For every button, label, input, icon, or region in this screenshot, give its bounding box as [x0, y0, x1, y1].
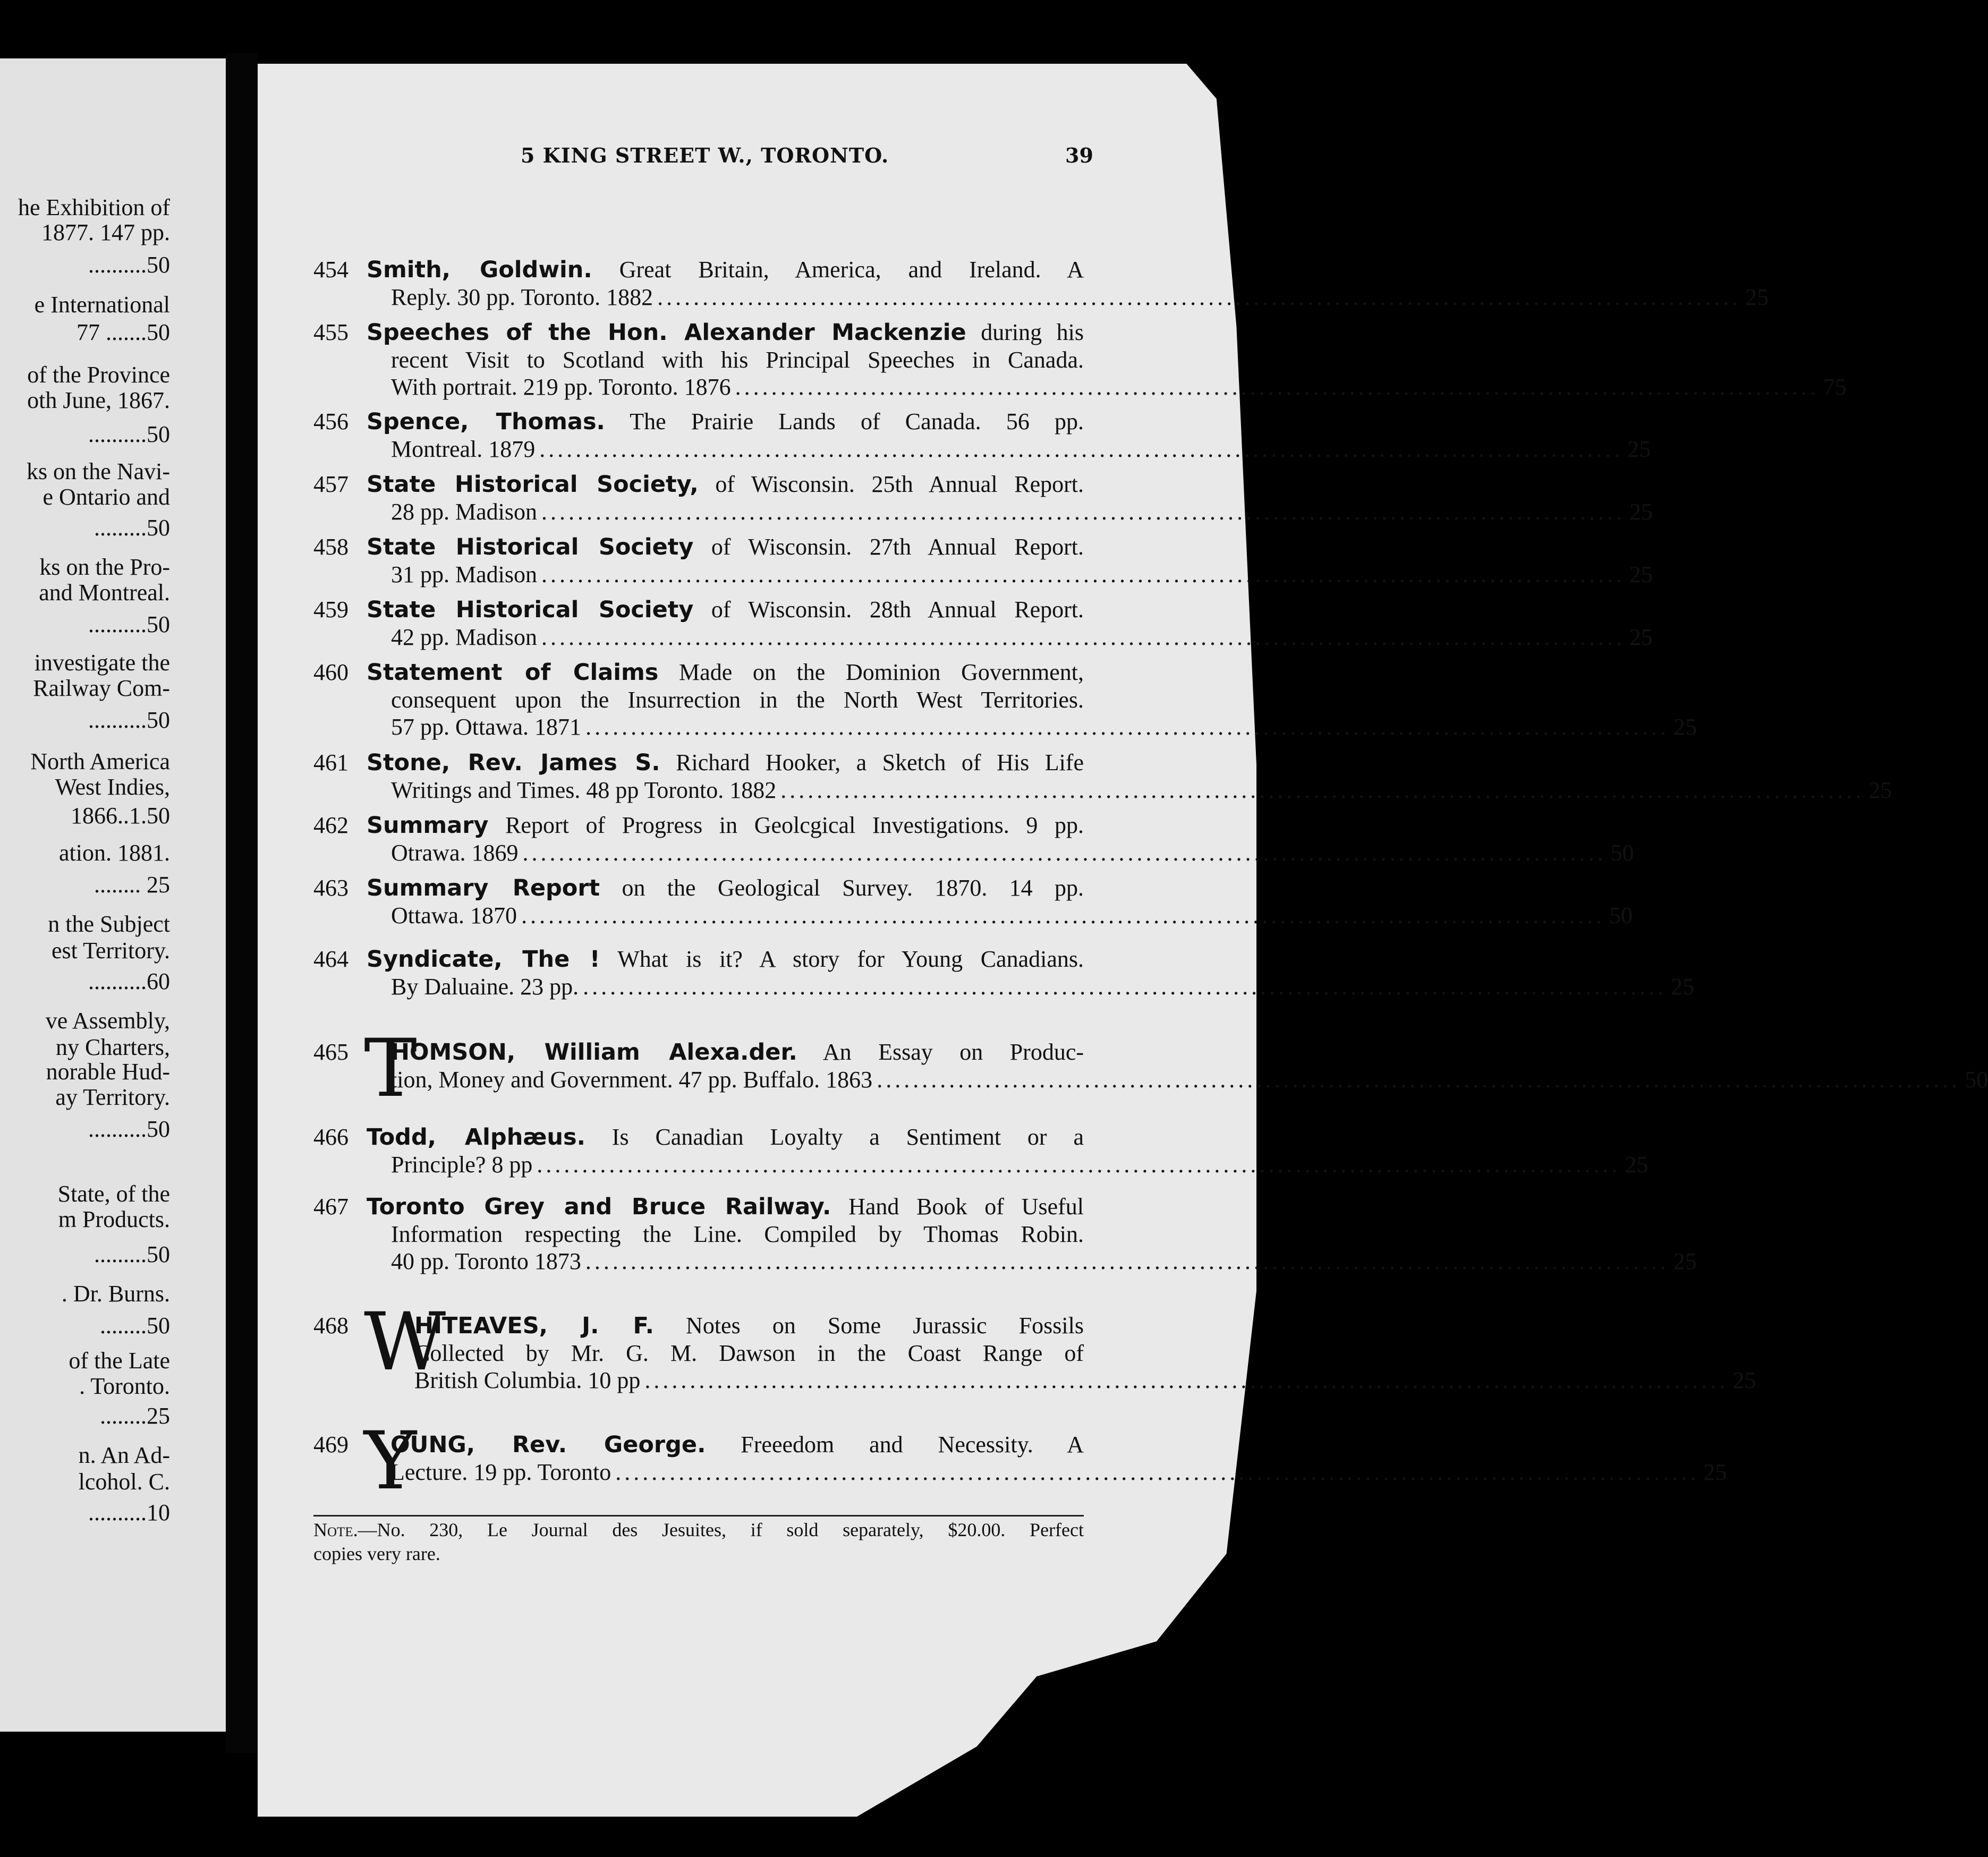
leader-dots: ........................................................................................................................ — [583, 974, 1667, 1000]
entry-price: 25 — [1671, 974, 1695, 1000]
entry-price: 25 — [1673, 1248, 1697, 1274]
catalogue-entry — [313, 812, 1634, 866]
running-header-title: 5 KING STREET W., TORONTO. — [521, 143, 889, 167]
left-page-line: .........50 — [94, 515, 170, 541]
left-page-line: ........ 25 — [94, 872, 170, 898]
left-page-line: 1866..1.50 — [71, 803, 170, 829]
footnote-line-1: —No. 230, Le Journal des Jesuites, if sold separately, $20.00. Perfect — [358, 1519, 1084, 1540]
entry-body — [367, 319, 1847, 401]
left-page-line: ..........50 — [88, 1116, 170, 1142]
entry-first-line — [367, 945, 1084, 973]
leader-dots: ........................................................................................................................ — [877, 1067, 1961, 1093]
entry-leader — [391, 624, 1653, 651]
catalogue-entry — [313, 1123, 1649, 1178]
entry-number: 469 — [313, 1432, 349, 1458]
entry-leader — [391, 373, 1847, 401]
entry-last-line — [367, 284, 1769, 311]
entry-description: of Wisconsin. 25th Annual Report. — [698, 471, 1084, 497]
left-page-line: West Indies, — [55, 774, 170, 800]
entry-price: 25 — [1868, 777, 1892, 803]
entry-price: 50 — [1965, 1067, 1988, 1093]
left-page-line: ..........50 — [88, 252, 170, 278]
leader-dots: ........................................................................................................................ — [541, 561, 1625, 587]
leader-dots: ........................................................................................................................ — [537, 1152, 1621, 1178]
entry-leader — [391, 902, 1633, 929]
left-page-line: est Territory. — [52, 938, 170, 964]
entry-first-line — [367, 596, 1084, 624]
entry-imprint: 28 pp. Madison — [391, 499, 537, 525]
entry-number: 464 — [313, 946, 349, 972]
catalogue-entry — [313, 659, 1697, 740]
entry-price: 50 — [1610, 840, 1634, 866]
page-number: 39 — [1065, 143, 1093, 167]
entry-heading: Speeches of the Hon. Alexander Mackenzie — [367, 319, 966, 346]
entry-first-line — [367, 256, 1084, 284]
left-page-line: . Toronto. — [79, 1373, 170, 1399]
entry-continuation-line: Collected by Mr. G. M. Dawson in the Coast Range of — [414, 1340, 1084, 1366]
leader-dots: ........................................................................................................................ — [539, 436, 1624, 462]
entry-first-line — [414, 1312, 1084, 1340]
left-page-line: ..........10 — [88, 1500, 170, 1526]
entry-price: 75 — [1823, 374, 1847, 400]
left-page-line: and Montreal. — [39, 580, 170, 606]
entry-body — [367, 471, 1653, 525]
entry-body — [367, 749, 1892, 804]
note-rule — [313, 1515, 1084, 1517]
left-page-line: ks on the Navi- — [26, 458, 170, 484]
entry-heading: Toronto Grey and Bruce Railway. — [367, 1194, 831, 1220]
catalogue-entry — [313, 471, 1653, 525]
entry-body — [367, 874, 1633, 929]
catalogue-entry — [313, 533, 1653, 588]
entry-leader — [391, 839, 1634, 866]
left-page-line: he Exhibition of — [18, 194, 170, 220]
entry-number: 465 — [313, 1039, 349, 1065]
entry-last-line — [367, 1151, 1649, 1178]
entry-heading: Todd, Alphæus. — [367, 1124, 585, 1151]
entry-last-line — [390, 1066, 1988, 1093]
leader-dots: ........................................................................................................................ — [541, 499, 1625, 525]
leader-dots: ........................................................................................................................ — [585, 1248, 1669, 1274]
entry-heading: State Historical Society, — [367, 471, 699, 498]
left-page-line: State, of the — [57, 1181, 170, 1207]
entry-leader — [391, 973, 1695, 1000]
book-gutter — [226, 53, 258, 1753]
entry-number: 466 — [313, 1124, 349, 1150]
entry-leader — [391, 284, 1769, 311]
entry-body — [414, 1312, 1756, 1394]
entry-first-line — [367, 874, 1084, 902]
entry-last-line — [367, 436, 1651, 463]
left-page-line: 1877. 147 pp. — [41, 219, 170, 245]
left-page-line: e Ontario and — [43, 484, 170, 510]
leader-dots: ........................................................................................................................ — [644, 1367, 1729, 1393]
left-page-line: ay Territory. — [55, 1084, 170, 1110]
entry-body — [367, 256, 1769, 311]
entry-leader — [414, 1367, 1756, 1394]
entry-imprint: With portrait. 219 pp. Toronto. 1876 — [391, 374, 731, 400]
entry-imprint: 40 pp. Toronto 1873 — [391, 1248, 581, 1274]
entry-price: 50 — [1609, 902, 1633, 928]
entry-imprint: 31 pp. Madison — [391, 561, 537, 587]
entry-imprint: Montreal. 1879 — [391, 436, 536, 462]
entry-heading: HITEAVES, J. F. — [414, 1313, 654, 1339]
catalogue-entry — [313, 256, 1769, 311]
entry-first-line — [367, 408, 1084, 436]
catalogue-entry — [313, 1415, 1727, 1507]
catalogue-entry — [313, 1296, 1756, 1394]
entry-number: 454 — [313, 257, 349, 283]
leader-dots: ........................................................................................................................ — [780, 777, 1865, 803]
entry-heading: OUNG, Rev. George. — [390, 1432, 706, 1458]
entry-last-line — [367, 973, 1695, 1000]
entry-heading: State Historical Society — [367, 597, 694, 623]
entry-last-line — [414, 1367, 1756, 1394]
entry-body — [367, 408, 1651, 463]
entry-description: Is Canadian Loyalty a Sentiment or a — [585, 1124, 1084, 1150]
entry-heading: Spence, Thomas. — [367, 408, 605, 435]
left-page-line: m Products. — [58, 1206, 170, 1232]
entry-number: 459 — [313, 597, 349, 623]
entry-leader — [391, 777, 1892, 804]
left-page-line: .........50 — [94, 1241, 170, 1267]
entry-imprint: Reply. 30 pp. Toronto. 1882 — [391, 284, 653, 310]
entry-leader — [390, 1066, 1988, 1093]
leader-dots: ........................................................................................................................ — [585, 714, 1670, 740]
entry-price: 25 — [1703, 1459, 1727, 1485]
entry-last-line — [367, 624, 1653, 651]
leader-dots: ........................................................................................................................ — [657, 284, 1741, 310]
leader-dots: ........................................................................................................................ — [735, 374, 1819, 400]
entry-heading: Syndicate, The ! — [367, 946, 600, 973]
entry-first-line — [390, 1431, 1084, 1459]
left-page-line: n. An Ad- — [78, 1442, 170, 1468]
left-page-line: e International — [34, 292, 170, 318]
entry-continuation-line: consequent upon the Insurrection in the North West Territories. — [391, 687, 1084, 713]
entry-number: 457 — [313, 471, 349, 497]
entry-heading: State Historical Society — [367, 534, 694, 560]
entry-description: Freeedom and Necessity. A — [706, 1432, 1084, 1458]
entry-first-line — [367, 659, 1084, 686]
entry-price: 25 — [1745, 284, 1769, 310]
footnote-line-2: copies very rare. — [313, 1543, 440, 1564]
entry-description: Report of Progress in Geolcgical Investigations. 9 pp. — [488, 812, 1084, 838]
footnote — [313, 1518, 1084, 1566]
entry-last-line — [367, 902, 1633, 929]
entry-body — [367, 659, 1697, 740]
entry-heading: Stone, Rev. James S. — [367, 749, 660, 776]
catalogue-entry — [313, 596, 1653, 651]
entry-body — [367, 812, 1634, 866]
entry-imprint: Principle? 8 pp — [391, 1152, 533, 1178]
catalogue-entry — [313, 1193, 1697, 1275]
catalogue-entry — [313, 1023, 1988, 1115]
catalogue-entry — [313, 319, 1847, 401]
entry-heading: Summary — [367, 812, 489, 839]
entry-leader — [391, 561, 1653, 588]
entry-first-line — [367, 749, 1084, 777]
entry-heading: Smith, Goldwin. — [367, 257, 592, 283]
entry-leader — [391, 436, 1651, 463]
entry-number: 458 — [313, 534, 349, 560]
entry-body — [367, 596, 1653, 651]
entry-price: 25 — [1673, 714, 1697, 740]
entry-imprint: 57 pp. Ottawa. 1871 — [391, 714, 582, 740]
entry-body — [390, 1038, 1988, 1093]
left-page-line: ..........50 — [88, 707, 170, 733]
entry-description: on the Geological Survey. 1870. 14 pp. — [600, 875, 1084, 901]
entry-first-line — [367, 533, 1084, 561]
left-page-line: ve Assembly, — [45, 1008, 170, 1034]
left-page-line: ........25 — [100, 1403, 170, 1429]
entry-price: 25 — [1625, 1152, 1649, 1178]
entry-description: Notes on Some Jurassic Fossils — [653, 1313, 1084, 1339]
entry-first-line — [367, 471, 1084, 498]
entry-imprint: Writings and Times. 48 pp Toronto. 1882 — [391, 777, 777, 803]
entry-heading: HOMSON, William Alexa.der. — [390, 1039, 797, 1066]
entry-body — [367, 533, 1653, 588]
entry-leader — [391, 1248, 1697, 1275]
entry-description: of Wisconsin. 28th Annual Report. — [693, 597, 1084, 623]
entry-imprint: Otrawa. 1869 — [391, 840, 519, 866]
entry-number: 462 — [313, 812, 349, 838]
left-page-line: n the Subject — [48, 911, 170, 937]
entry-body — [390, 1431, 1727, 1486]
entry-first-line — [367, 812, 1084, 839]
entry-description: during his — [966, 319, 1084, 345]
entry-body — [367, 1123, 1649, 1178]
entry-imprint: British Columbia. 10 pp — [414, 1367, 641, 1393]
entry-continuation-line: Information respecting the Line. Compiled by Thomas Robin. — [391, 1221, 1084, 1247]
left-page-line: lcohol. C. — [78, 1469, 170, 1495]
entry-number: 467 — [313, 1194, 349, 1220]
entry-description: What is it? A story for Young Canadians. — [600, 946, 1084, 972]
entry-last-line — [367, 498, 1653, 525]
entry-number: 456 — [313, 408, 349, 435]
left-page-line: ny Charters, — [55, 1034, 170, 1060]
left-page-line: ..........50 — [88, 611, 170, 637]
entry-leader — [391, 1151, 1649, 1178]
entry-imprint: By Daluaine. 23 pp. — [391, 974, 579, 1000]
left-page-line: ........50 — [100, 1313, 170, 1339]
entry-leader — [390, 1459, 1727, 1486]
entry-description: An Essay on Produc- — [797, 1039, 1084, 1065]
entry-price: 25 — [1629, 624, 1653, 650]
entry-description: The Prairie Lands of Canada. 56 pp. — [605, 408, 1084, 435]
entry-heading: Statement of Claims — [367, 659, 659, 686]
entry-first-line — [390, 1038, 1084, 1066]
left-page-line: of the Late — [69, 1348, 170, 1374]
left-page — [0, 58, 226, 1732]
left-page-line: North America — [30, 748, 170, 774]
entry-last-line — [367, 561, 1653, 588]
entry-price: 25 — [1629, 499, 1653, 525]
entry-first-line — [367, 319, 1084, 346]
left-page-line: ation. 1881. — [59, 840, 170, 866]
entry-body — [367, 1193, 1697, 1275]
entry-number: 455 — [313, 319, 349, 345]
left-page-line: 77 .......50 — [77, 319, 170, 345]
entry-first-line — [367, 1123, 1084, 1151]
entry-last-line — [367, 777, 1892, 804]
left-page-line: . Dr. Burns. — [61, 1281, 170, 1307]
leader-dots: ........................................................................................................................ — [522, 840, 1607, 866]
entry-description: Great Britain, America, and Ireland. A — [592, 257, 1084, 283]
entry-heading: Summary Report — [367, 875, 600, 901]
entry-price: 25 — [1627, 436, 1651, 462]
entry-imprint: 42 pp. Madison — [391, 624, 537, 650]
entry-last-line — [367, 839, 1634, 866]
catalogue-entry — [313, 874, 1633, 929]
entry-price: 25 — [1629, 561, 1653, 587]
entry-body — [367, 945, 1695, 1000]
entry-price: 25 — [1732, 1367, 1756, 1393]
left-page-line: of the Province — [27, 362, 170, 388]
entry-imprint: tion, Money and Government. 47 pp. Buffalo. 1863 — [390, 1067, 873, 1093]
entry-leader — [391, 498, 1653, 525]
catalogue-entry — [313, 945, 1695, 1000]
left-page-line: ..........60 — [88, 968, 170, 994]
entry-number: 461 — [313, 749, 349, 776]
catalogue-entry — [313, 749, 1892, 804]
leader-dots: ........................................................................................................................ — [615, 1459, 1700, 1485]
leader-dots: ........................................................................................................................ — [521, 902, 1605, 928]
entry-description: Made on the Dominion Government, — [658, 659, 1084, 685]
entry-leader — [391, 713, 1697, 740]
left-page-line: ..........50 — [88, 421, 170, 447]
entry-number: 460 — [313, 659, 349, 685]
drop-cap: T — [364, 1023, 418, 1115]
entry-imprint: Lecture. 19 pp. Toronto — [390, 1459, 611, 1485]
leader-dots: ........................................................................................................................ — [541, 624, 1625, 650]
drop-cap: Y — [364, 1415, 417, 1507]
left-page-line: norable Hud- — [46, 1059, 170, 1085]
entry-number: 463 — [313, 875, 349, 901]
entry-last-line — [390, 1459, 1727, 1486]
entry-first-line — [367, 1193, 1084, 1221]
entry-description: Hand Book of Useful — [831, 1194, 1084, 1220]
left-page-line: Railway Com- — [33, 675, 170, 701]
footnote-label: Note. — [313, 1519, 358, 1540]
entry-continuation-line: recent Visit to Scotland with his Principal Speeches in Canada. — [391, 347, 1084, 373]
entry-description: Richard Hooker, a Sketch of His Life — [660, 749, 1084, 776]
entry-last-line — [367, 373, 1847, 401]
entry-last-line — [367, 1248, 1697, 1275]
drop-cap: W — [364, 1296, 446, 1389]
catalogue-entry — [313, 408, 1651, 463]
entry-description: of Wisconsin. 27th Annual Report. — [693, 534, 1084, 560]
left-page-line: ks on the Pro- — [39, 554, 170, 580]
left-page-line: oth June, 1867. — [27, 387, 170, 413]
entry-imprint: Ottawa. 1870 — [391, 902, 517, 928]
entry-number: 468 — [313, 1313, 349, 1339]
left-page-line: investigate the — [34, 650, 170, 676]
entry-last-line — [367, 713, 1697, 740]
